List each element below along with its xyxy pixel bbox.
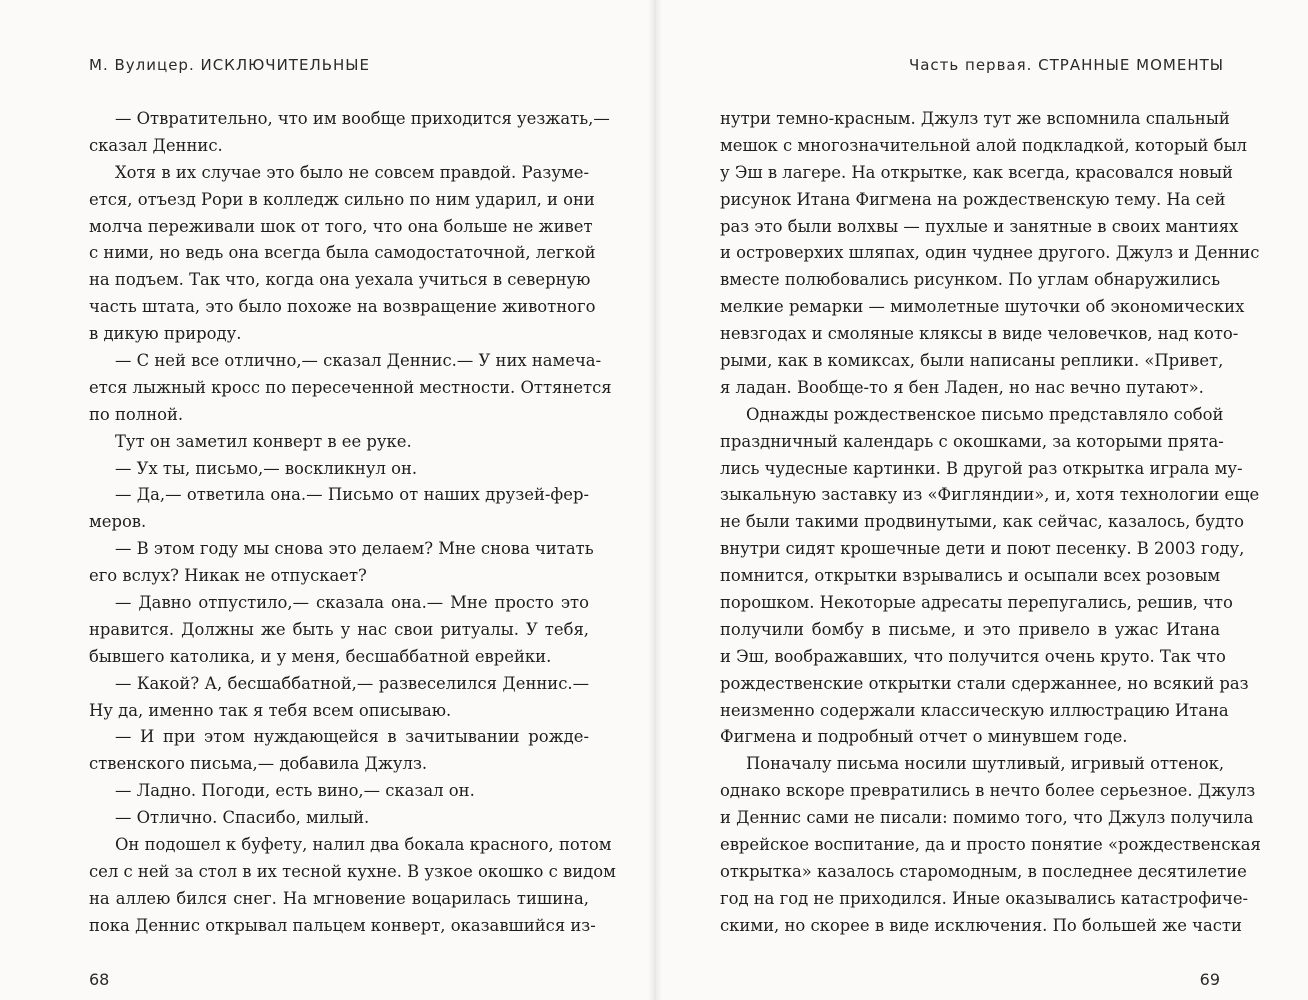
- text-line: ется, отъезд Рори в колледж сильно по ним ударил, и они: [89, 189, 595, 209]
- text-line: с ними, но ведь она всегда была самодостаточной, легкой: [89, 243, 596, 263]
- text-line: сказал Деннис.: [89, 135, 223, 155]
- text-line: бывшего католика, и у меня, бесшаббатной еврейки.: [89, 646, 552, 666]
- text-line: Ну да, именно так я тебя всем описываю.: [89, 700, 452, 720]
- right-page: [662, 0, 1308, 1000]
- text-line: — Ладно. Погоди, есть вино,— сказал он.: [115, 781, 475, 801]
- body-text-right: [720, 106, 1261, 940]
- book-gutter: [648, 0, 662, 1000]
- page-number-left: 68: [89, 970, 110, 989]
- text-line: часть штата, это было похоже на возвращение животного: [89, 297, 596, 317]
- text-line: — С ней все отлично,— сказал Деннис.— У них намеча-: [115, 351, 602, 371]
- text-line: год на год не приходился. Иные оказывались катастрофиче-: [720, 888, 1249, 908]
- text-line: еврейское воспитание, да и просто понятие «рождественская: [720, 835, 1261, 855]
- text-line: — Отвратительно, что им вообще приходится уезжать,—: [115, 109, 610, 128]
- text-line: нравится. Должны же быть у нас свои ритуалы. У тебя,: [89, 619, 589, 639]
- text-line: — В этом году мы снова это делаем? Мне снова читать: [115, 539, 594, 559]
- text-line: его вслух? Никак не отпускает?: [89, 566, 367, 586]
- text-line: лись чудесные картинки. В другой раз открытка играла му-: [720, 458, 1243, 478]
- text-line: Хотя в их случае это было не совсем правдой. Разуме-: [115, 162, 589, 182]
- text-line: неизменно содержали классическую иллюстрацию Итана: [720, 700, 1229, 720]
- page-number-right: 69: [1199, 970, 1220, 989]
- text-line: нутри темно-красным. Джулз тут же вспомнила спальный: [720, 109, 1230, 128]
- text-line: Он подошел к буфету, налил два бокала красного, потом: [115, 835, 612, 855]
- text-line: не были такими продвинутыми, как сейчас, казалось, будто: [720, 512, 1245, 532]
- running-head-left: М. Вулицер. ИСКЛЮЧИТЕЛЬНЫЕ: [89, 56, 370, 74]
- text-line: помнится, открытки взрывались и осыпали всех розовым: [720, 566, 1221, 586]
- text-line: раз это были волхвы — пухлые и занятные в своих мантиях: [720, 216, 1239, 236]
- text-line: в дикую природу.: [89, 324, 242, 344]
- text-line: мешок с многозначительной алой подкладкой, который был: [720, 135, 1247, 155]
- text-line: по полной.: [89, 404, 184, 424]
- text-line: на аллею бился снег. На мгновение воцарилась тишина,: [89, 888, 589, 908]
- text-line: невзгодах и смоляные кляксы в виде человечков, над кото-: [720, 324, 1239, 344]
- text-line: — И при этом нуждающейся в зачитывании рожде-: [115, 727, 589, 747]
- text-line: Поначалу письма носили шутливый, игривый оттенок,: [746, 754, 1225, 774]
- text-line: я ладан. Вообще-то я бен Ладен, но нас вечно путают».: [720, 377, 1204, 397]
- text-line: — Давно отпустило,— сказала она.— Мне просто это: [115, 593, 589, 613]
- text-line: открытка» казалось старомодным, в последнее десятилетие: [720, 861, 1247, 881]
- text-line: — Да,— ответила она.— Письмо от наших друзей-фер-: [115, 485, 589, 505]
- body-text-left: [89, 106, 616, 940]
- text-line: Однажды рождественское письмо представляло собой: [746, 404, 1224, 424]
- text-line: ется лыжный кросс по пересеченной местности. Оттянется: [89, 377, 612, 397]
- text-line: внутри сидят крошечные дети и поют песенку. В 2003 году,: [720, 539, 1245, 559]
- left-page: [0, 0, 648, 1000]
- text-line: — Ух ты, письмо,— воскликнул он.: [115, 458, 418, 478]
- text-line: рождественские открытки стали сдержаннее, но всякий раз: [720, 673, 1249, 693]
- text-line: мелкие ремарки — мимолетные шуточки об экономических: [720, 297, 1245, 317]
- text-line: у Эш в лагере. На открытке, как всегда, красовался новый: [720, 162, 1233, 182]
- text-line: скими, но скорее в виде исключения. По большей же части: [720, 915, 1242, 935]
- text-line: ственского письма,— добавила Джулз.: [89, 754, 428, 774]
- text-line: Тут он заметил конверт в ее руке.: [115, 431, 412, 451]
- text-line: — Отлично. Спасибо, милый.: [115, 808, 370, 828]
- text-line: пока Деннис открывал пальцем конверт, оказавшийся из-: [89, 915, 596, 935]
- text-line: и Эш, воображавших, что получится очень круто. Так что: [720, 646, 1226, 666]
- text-line: и Деннис сами не писали: помимо того, что Джулз получила: [720, 808, 1254, 828]
- text-line: и островерхих шляпах, один чуднее другого. Джулз и Деннис: [720, 243, 1260, 263]
- text-line: праздничный календарь с окошками, за которыми прята-: [720, 431, 1224, 451]
- text-line: вместе полюбовались рисунком. По углам обнаружились: [720, 270, 1220, 290]
- text-line: однако вскоре превратились в нечто более серьезное. Джулз: [720, 781, 1256, 801]
- text-line: рисунок Итана Фигмена на рождественскую тему. На сей: [720, 189, 1226, 209]
- text-line: на подъем. Так что, когда она уехала учиться в северную: [89, 270, 591, 290]
- text-line: порошком. Некоторые адресаты перепугались, решив, что: [720, 593, 1233, 613]
- text-line: молча переживали шок от того, что она больше не живет: [89, 216, 593, 236]
- text-line: получили бомбу в письме, и это привело в ужас Итана: [720, 619, 1220, 639]
- text-line: сел с ней за стол в их тесной кухне. В узкое окошко с видом: [89, 861, 616, 881]
- running-head-right: Часть первая. СТРАННЫЕ МОМЕНТЫ: [908, 56, 1224, 74]
- text-line: — Какой? А, бесшаббатной,— развеселился Деннис.—: [115, 673, 589, 693]
- text-line: зыкальную заставку из «Фигляндии», и, хотя технологии еще: [720, 485, 1260, 505]
- text-line: Фигмена и подробный отчет о минувшем годе.: [720, 727, 1128, 747]
- text-line: меров.: [89, 512, 147, 532]
- text-line: рыми, как в комиксах, были написаны реплики. «Привет,: [720, 351, 1224, 371]
